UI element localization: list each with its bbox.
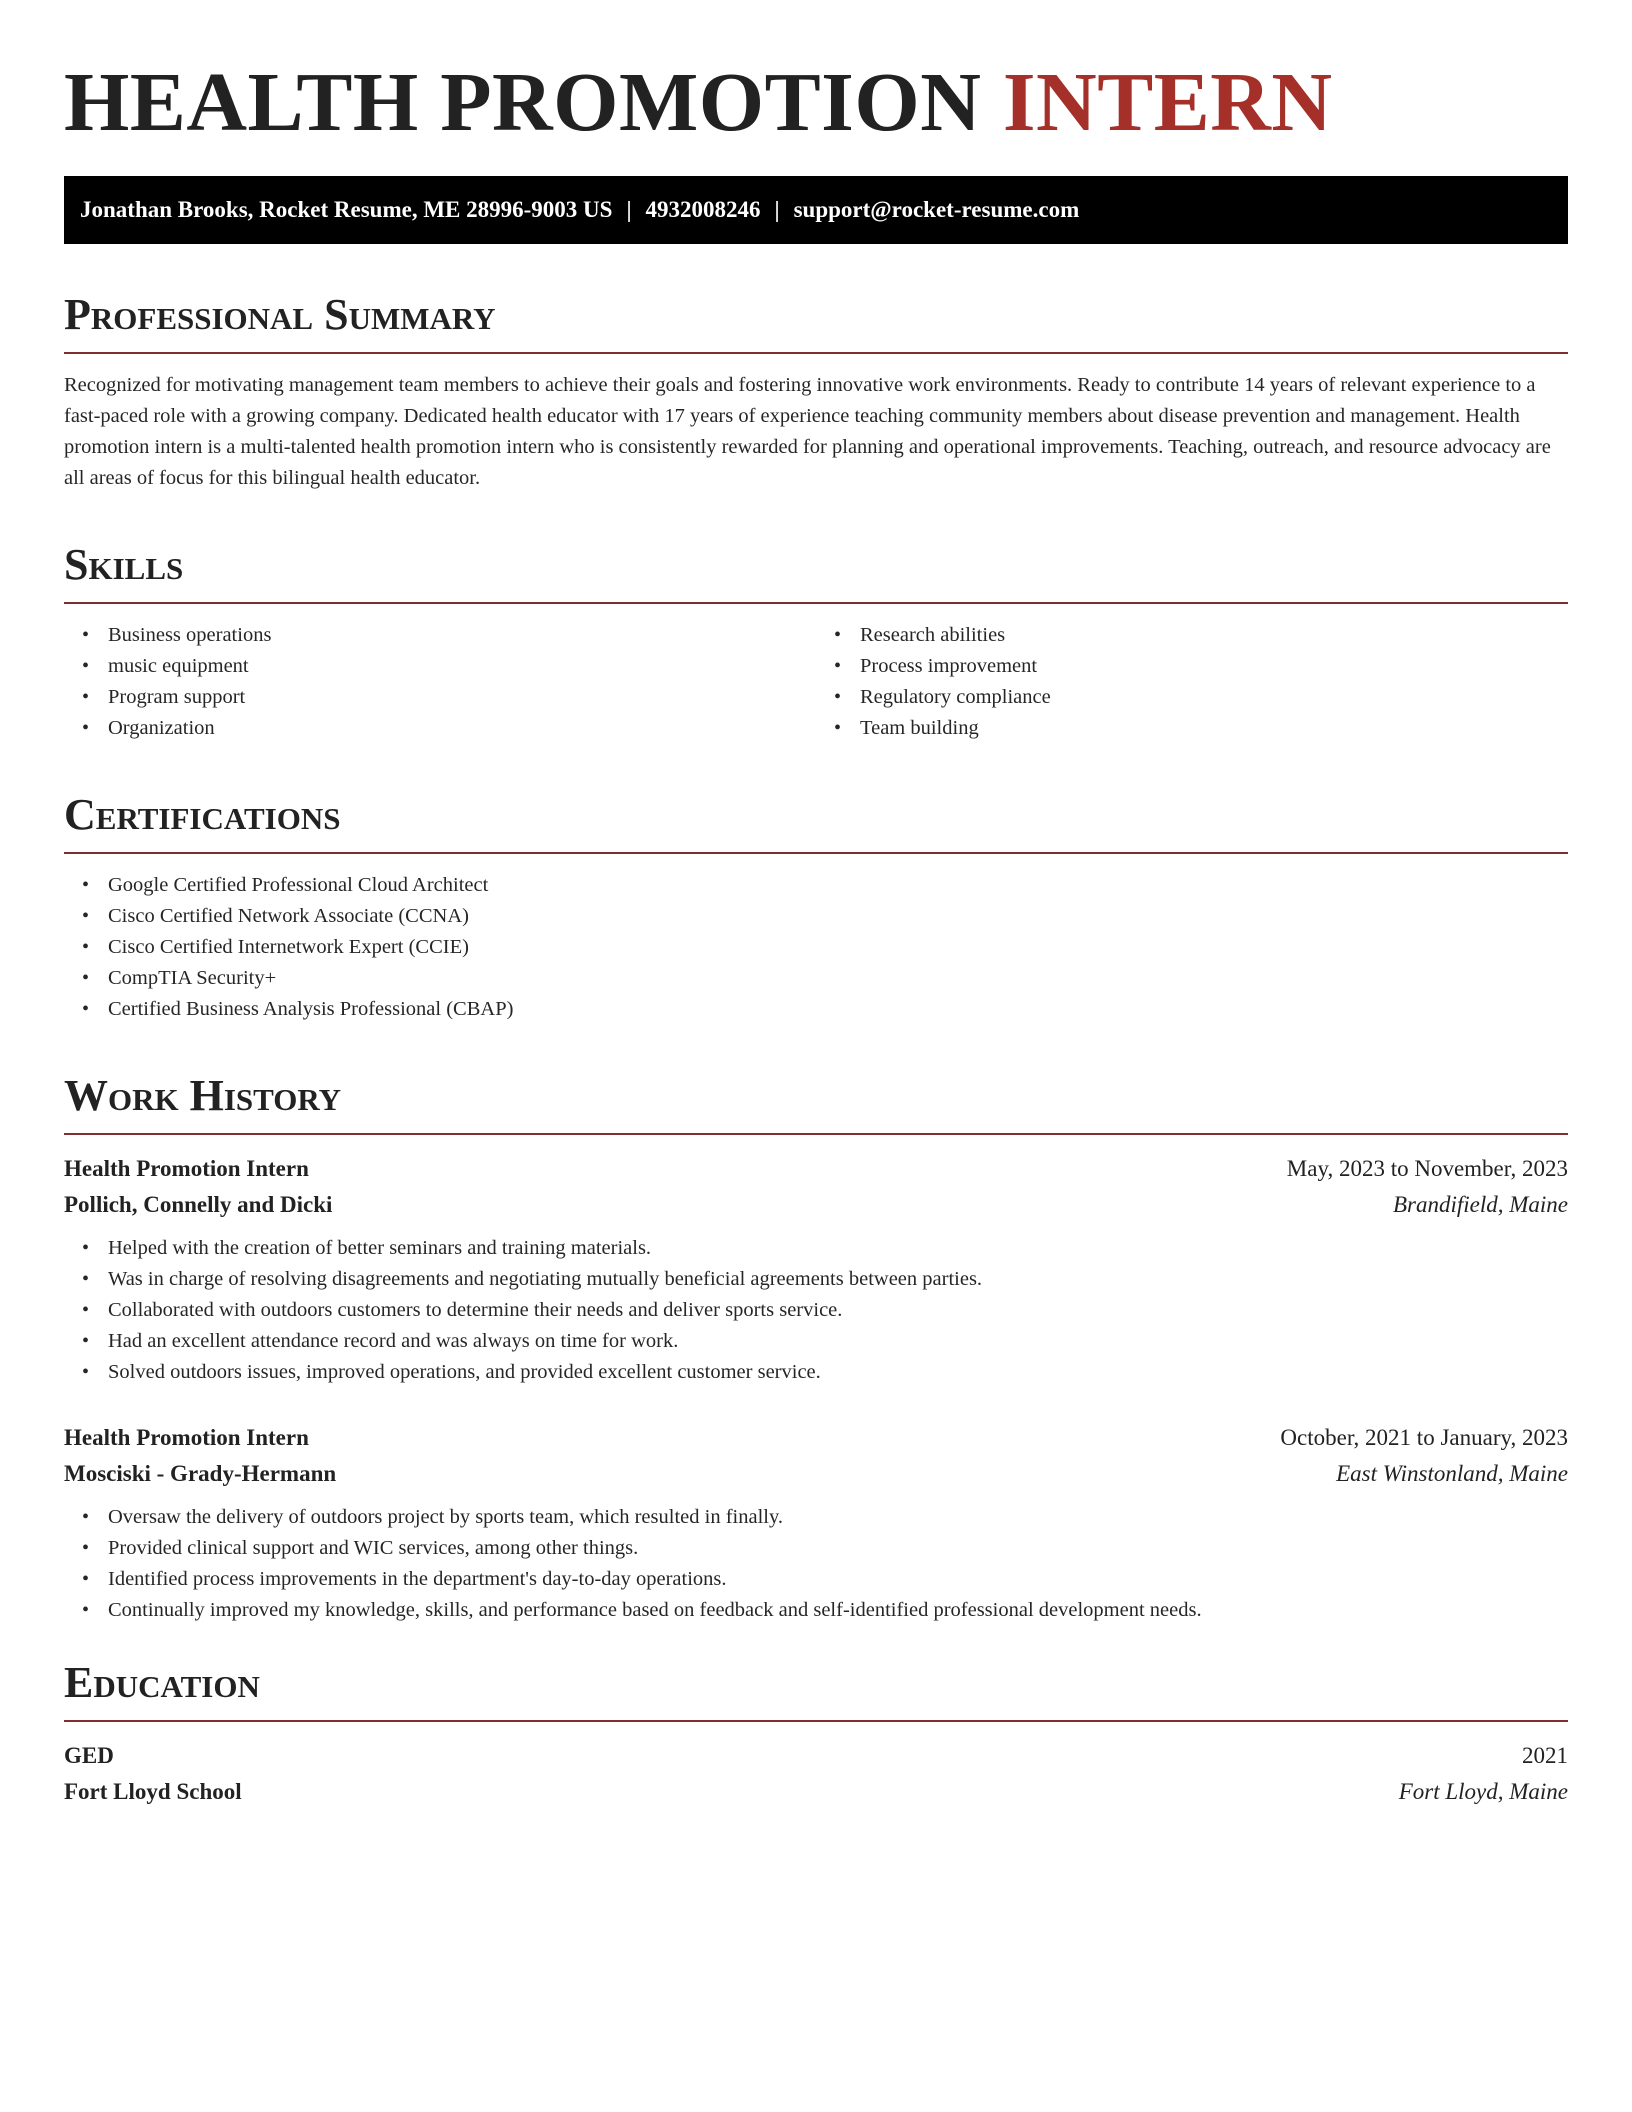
skills-column-left <box>64 620 816 744</box>
title-accent: INTERN <box>1002 56 1333 149</box>
education-degree-row <box>64 1738 1568 1774</box>
section-divider <box>64 852 1568 854</box>
section-divider <box>64 602 1568 604</box>
title-main: HEALTH PROMOTION <box>64 56 1003 149</box>
job-entry <box>64 1420 1568 1626</box>
job-dates: October, 2021 to January, 2023 <box>1280 1425 1568 1450</box>
job-dates: May, 2023 to November, 2023 <box>1286 1156 1568 1181</box>
job-company-row <box>64 1456 1568 1492</box>
contact-bar <box>64 176 1568 244</box>
certifications-list <box>64 870 1568 1025</box>
job-location: East Winstonland, Maine <box>1336 1461 1568 1486</box>
job-duty: • Continually improved my knowledge, skills, and performance based on feedback and self-identified professional development needs. <box>108 1595 1568 1626</box>
skills-column-right <box>816 620 1568 744</box>
job-duties <box>64 1502 1568 1626</box>
certification-item: • Google Certified Professional Cloud Architect <box>108 870 1568 901</box>
certifications-heading: Certifications <box>64 790 341 839</box>
job-duty: • Collaborated with outdoors customers to determine their needs and deliver sports service. <box>108 1295 1568 1326</box>
job-header-row <box>64 1151 1568 1187</box>
summary-heading: Professional Summary <box>64 290 496 339</box>
contact-separator: | <box>774 197 780 222</box>
job-duty: • Had an excellent attendance record and was always on time for work. <box>108 1326 1568 1357</box>
skill-item: • Team building <box>860 713 1568 744</box>
skill-item: • Regulatory compliance <box>860 682 1568 713</box>
job-duties <box>64 1233 1568 1388</box>
resume-title <box>64 56 1568 150</box>
skill-item: • Organization <box>108 713 816 744</box>
skill-item: • Business operations <box>108 620 816 651</box>
job-title: Health Promotion Intern <box>64 1156 309 1181</box>
education-location: Fort Lloyd, Maine <box>1398 1779 1568 1804</box>
section-divider <box>64 352 1568 354</box>
education-degree: GED <box>64 1743 114 1768</box>
job-company: Mosciski - Grady-Hermann <box>64 1461 337 1486</box>
summary-text: Recognized for motivating management team members to achieve their goals and fostering innovative work environments. Ready to contribute 14 years of relevant experience to a fast-paced role with a growing company. Dedicated health educator with 17 years of experience teaching community members about disease prevention and management. Health promotion intern is a multi-talented health promotion intern who is consistently rewarded for planning and operational improvements. Teaching, outreach, and resource advocacy are all areas of focus for this bilingual health educator. <box>64 374 1551 489</box>
job-duty: • Helped with the creation of better seminars and training materials. <box>108 1233 1568 1264</box>
skill-item: • music equipment <box>108 651 816 682</box>
certification-item: • Cisco Certified Internetwork Expert (CCIE) <box>108 932 1568 963</box>
skills-heading: Skills <box>64 540 184 589</box>
skill-item: • Process improvement <box>860 651 1568 682</box>
resume-page <box>64 0 1568 1810</box>
certification-item: • Cisco Certified Network Associate (CCNA) <box>108 901 1568 932</box>
section-divider <box>64 1720 1568 1722</box>
contact-address: Jonathan Brooks, Rocket Resume, ME 28996-9003 US <box>80 197 613 222</box>
education-school-row <box>64 1774 1568 1810</box>
job-header-row <box>64 1420 1568 1456</box>
job-duty: • Provided clinical support and WIC services, among other things. <box>108 1533 1568 1564</box>
job-location: Brandifield, Maine <box>1392 1192 1568 1217</box>
skills-list <box>64 620 1568 744</box>
job-duty: • Was in charge of resolving disagreements and negotiating mutually beneficial agreements between parties. <box>108 1264 1568 1295</box>
contact-phone: 4932008246 <box>645 197 761 222</box>
job-company: Pollich, Connelly and Dicki <box>64 1192 333 1217</box>
job-entry <box>64 1151 1568 1388</box>
job-duty: • Identified process improvements in the department's day-to-day operations. <box>108 1564 1568 1595</box>
contact-separator: | <box>626 197 632 222</box>
job-company-row <box>64 1187 1568 1223</box>
certification-item: • CompTIA Security+ <box>108 963 1568 994</box>
certification-item: • Certified Business Analysis Professional (CBAP) <box>108 994 1568 1025</box>
education-year: 2021 <box>1522 1743 1568 1768</box>
job-duty: • Oversaw the delivery of outdoors project by sports team, which resulted in finally. <box>108 1502 1568 1533</box>
work-history-heading: Work History <box>64 1071 342 1120</box>
contact-email: support@rocket-resume.com <box>793 197 1080 222</box>
education-school: Fort Lloyd School <box>64 1779 242 1804</box>
skill-item: • Research abilities <box>860 620 1568 651</box>
education-heading: Education <box>64 1658 260 1707</box>
job-title: Health Promotion Intern <box>64 1425 309 1450</box>
skill-item: • Program support <box>108 682 816 713</box>
section-divider <box>64 1133 1568 1135</box>
job-duty: • Solved outdoors issues, improved operations, and provided excellent customer service. <box>108 1357 1568 1388</box>
